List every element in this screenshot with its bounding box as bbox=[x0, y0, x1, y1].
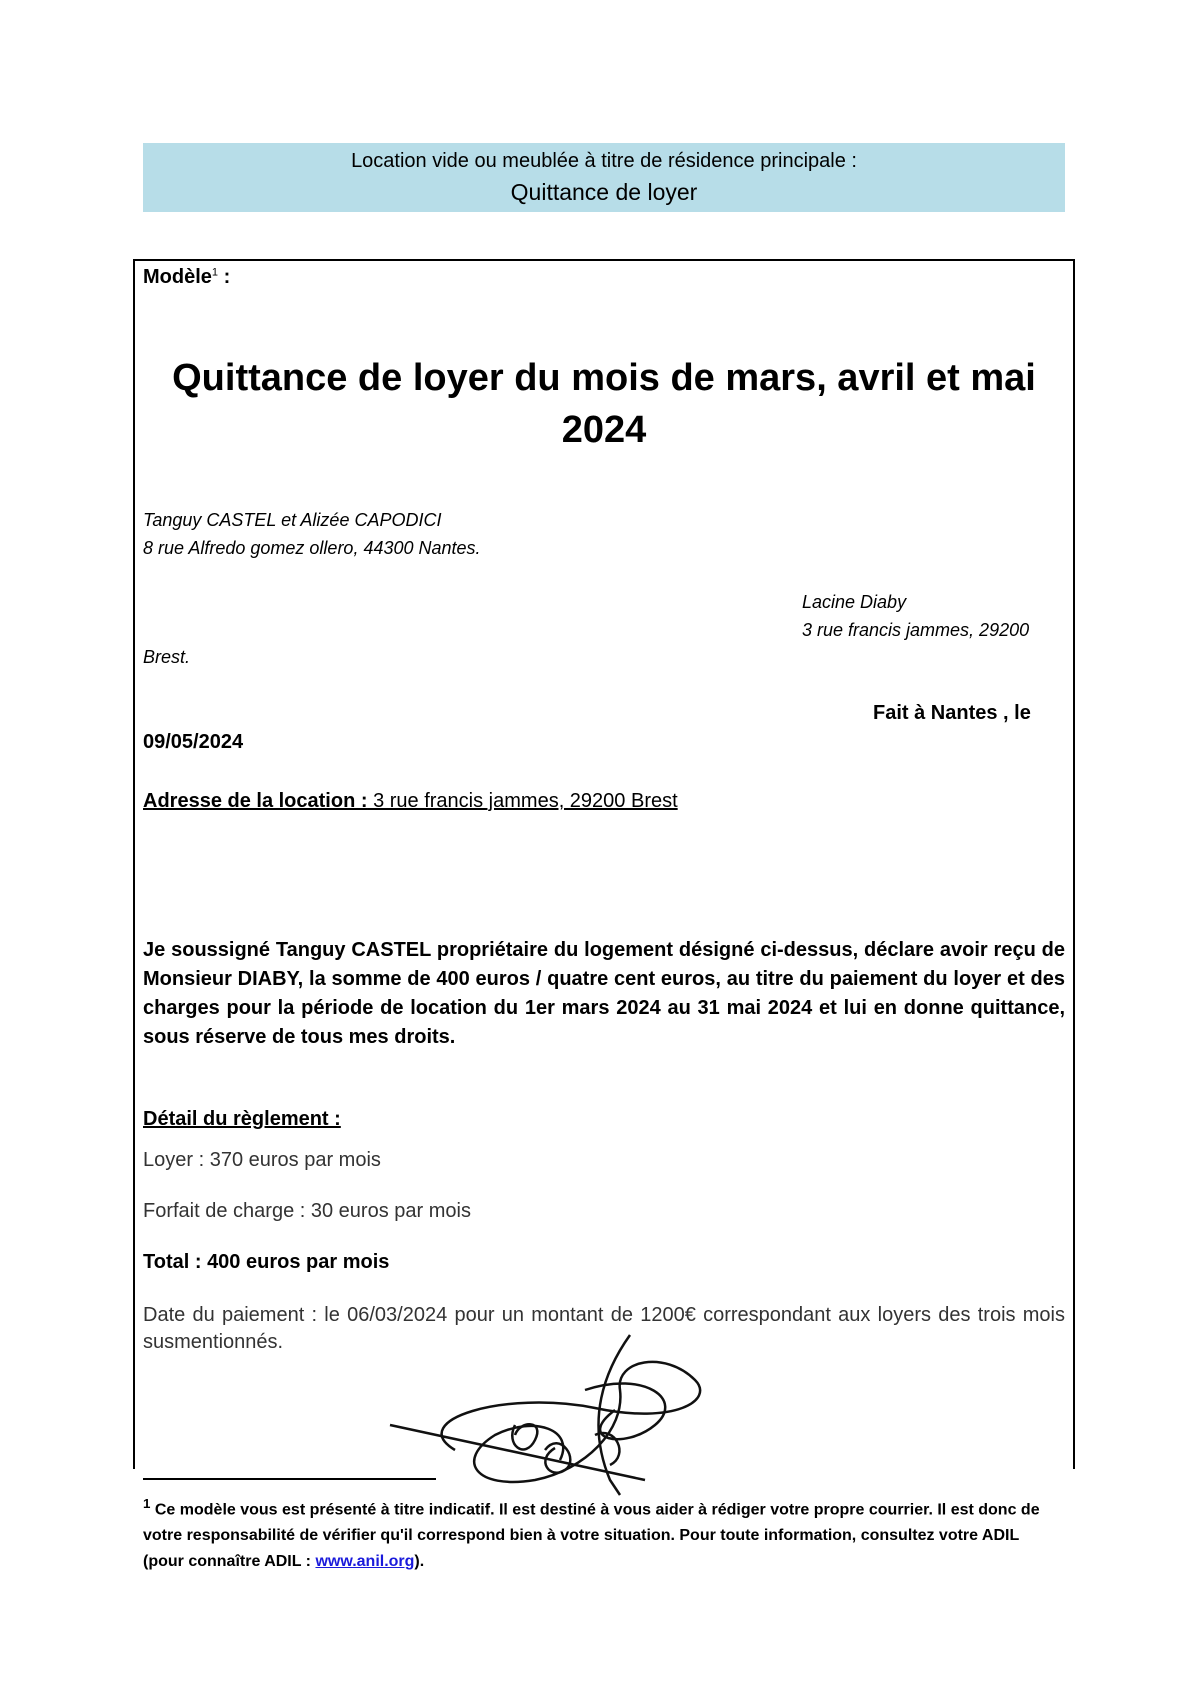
payment-charges: Forfait de charge : 30 euros par mois bbox=[143, 1200, 471, 1222]
header-banner bbox=[143, 143, 1065, 212]
payment-heading: Détail du règlement : bbox=[143, 1108, 341, 1130]
rental-address-value: 3 rue francis jammes, 29200 Brest bbox=[367, 790, 678, 812]
footnote-text: Ce modèle vous est présenté à titre indicatif. Il est destiné à vous aider à rédiger votre propre courrier. Il est donc de votre responsabilité de vérifier qu'il correspond bien à votre situation. Pour toute information, consultez votre ADIL (pour connaître ADIL : bbox=[143, 1501, 1040, 1571]
modele-label bbox=[143, 266, 230, 289]
payment-date-line: Date du paiement : le 06/03/2024 pour un montant de 1200€ correspondant aux loyers des trois mois susmentionnés. bbox=[143, 1304, 1065, 1353]
payment-rent: Loyer : 370 euros par mois bbox=[143, 1149, 381, 1171]
payment-total: Total : 400 euros par mois bbox=[143, 1251, 390, 1273]
banner-subtitle: Location vide ou meublée à titre de résidence principale : bbox=[351, 150, 857, 172]
anil-link[interactable]: www.anil.org bbox=[315, 1553, 415, 1571]
banner-title: Quittance de loyer bbox=[510, 179, 698, 205]
document-date: 09/05/2024 bbox=[143, 731, 244, 753]
title-line-1: Quittance de loyer du mois de mars, avril et mai bbox=[172, 357, 1036, 399]
title-line-2: 2024 bbox=[561, 409, 647, 451]
modele-colon: : bbox=[218, 266, 231, 288]
place-text: Fait à Nantes , le bbox=[873, 702, 1031, 724]
modele-text: Modèle bbox=[143, 266, 212, 288]
rental-address bbox=[143, 790, 678, 813]
signature-scribble bbox=[385, 1330, 775, 1500]
tenant-name: Lacine Diaby bbox=[802, 592, 907, 612]
landlord-names: Tanguy CASTEL et Alizée CAPODICI bbox=[143, 510, 442, 530]
document-title bbox=[143, 352, 1065, 456]
footnote-marker: 1 bbox=[211, 266, 219, 279]
tenant-address-line1: 3 rue francis jammes, 29200 bbox=[802, 620, 1030, 640]
declaration-paragraph: Je soussigné Tanguy CASTEL propriétaire du logement désigné ci-dessus, déclare avoir reçu de Monsieur DIABY, la somme de 400 euros / quatre cent euros, au titre du paiement du loyer et des charges pour la période de location du 1er mars 2024 au 31 mai 2024 et lui en donne quittance, sous réserve de tous mes droits. bbox=[143, 939, 1065, 1048]
landlord-address: 8 rue Alfredo gomez ollero, 44300 Nantes. bbox=[143, 538, 481, 558]
rental-address-label: Adresse de la location : bbox=[143, 790, 368, 812]
tenant-address-line2: Brest. bbox=[143, 647, 191, 667]
footnote-end: ). bbox=[414, 1553, 425, 1571]
footnote bbox=[143, 1491, 1063, 1575]
footnote-number: 1 bbox=[143, 1496, 151, 1511]
footnote-divider bbox=[143, 1478, 436, 1480]
